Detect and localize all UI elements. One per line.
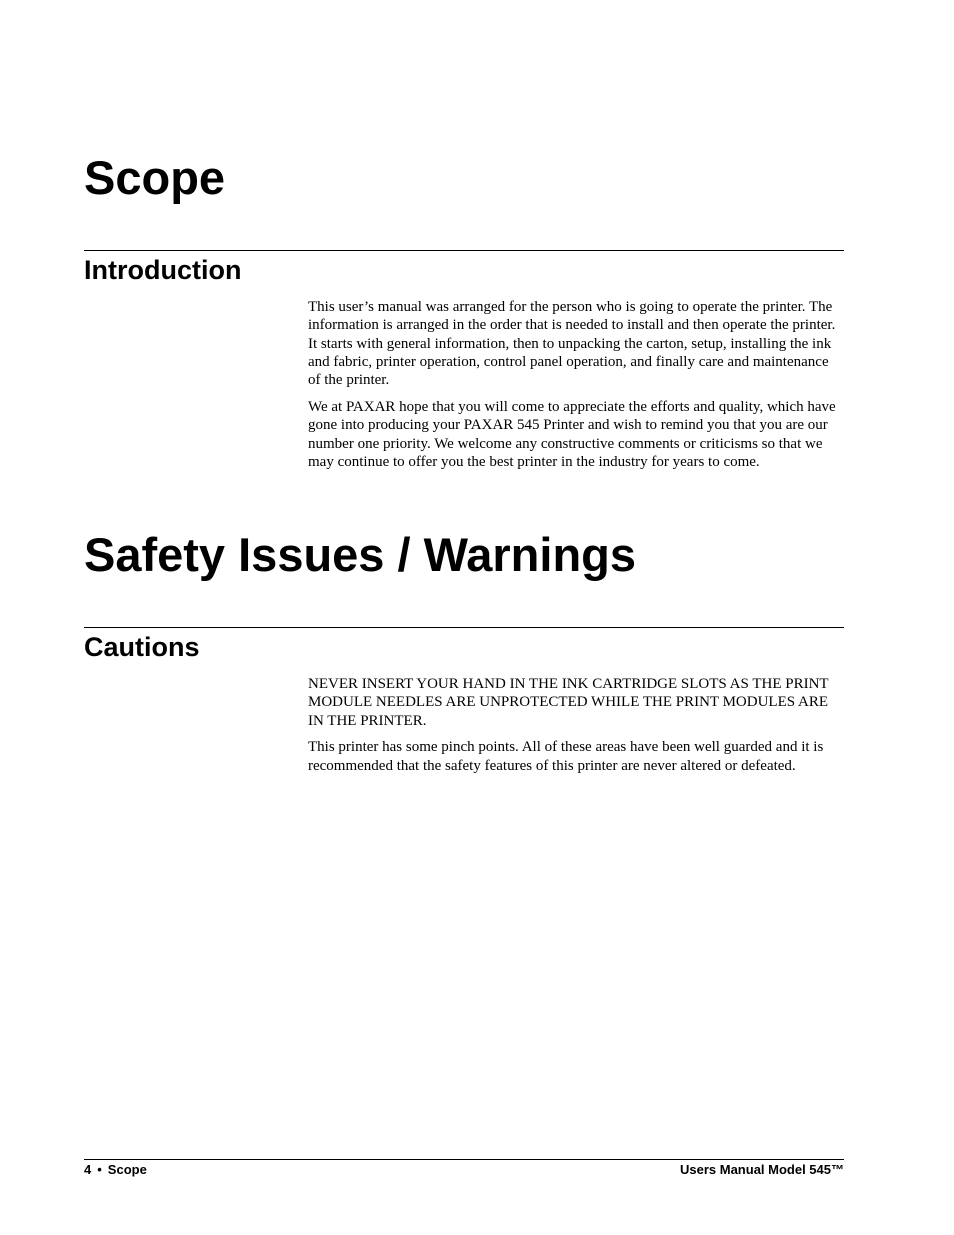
introduction-body xyxy=(308,298,844,480)
subsection-title-cautions: Cautions xyxy=(84,632,200,662)
section-title-scope: Scope xyxy=(84,151,226,204)
footer-manual-title: Users Manual Model 545™ xyxy=(680,1162,844,1177)
introduction-paragraph-1: This user’s manual was arranged for the person who is going to operate the printer. The information is arranged in the order that is needed to install and then operate the printer. It starts with general information, then to unpacking the carton, setup, installing the ink and fabric, printer operation, control panel operation, and finally care and maintenance of the printer. xyxy=(308,299,836,389)
subsection-title-introduction: Introduction xyxy=(84,255,242,285)
introduction-paragraph-2: We at PAXAR hope that you will come to appreciate the efforts and quality, which have gone into producing your PAXAR 545 Printer and wish to remind you that you are our number one priority. We welcome any constructive comments or criticisms so that we may continue to offer you the best printer in the industry for years to come. xyxy=(308,398,836,470)
cautions-paragraph-2: This printer has some pinch points. All of these areas have been well guarded and it is recommended that the safety features of this printer are never altered or defeated. xyxy=(308,739,824,774)
footer-bullet: • xyxy=(97,1162,102,1177)
footer-left xyxy=(84,1162,147,1178)
section-divider-introduction xyxy=(84,250,844,251)
cautions-body xyxy=(308,675,844,783)
section-title-safety: Safety Issues / Warnings xyxy=(84,528,636,581)
footer-divider xyxy=(84,1159,844,1160)
section-divider-cautions xyxy=(84,627,844,628)
cautions-paragraph-1: NEVER INSERT YOUR HAND IN THE INK CARTRIDGE SLOTS AS THE PRINT MODULE NEEDLES ARE UNPROTECTED WHILE THE PRINT MODULES ARE IN THE PRINTER. xyxy=(308,676,829,729)
page-number: 4 xyxy=(84,1162,92,1177)
footer-chapter: Scope xyxy=(107,1162,147,1177)
